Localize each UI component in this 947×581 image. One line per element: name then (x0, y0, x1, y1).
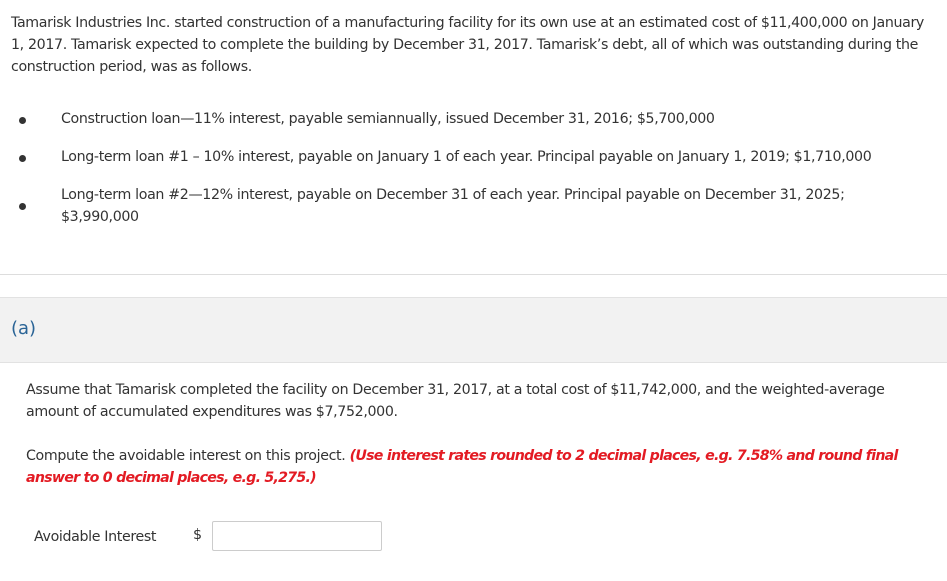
currency-symbol: $ (193, 527, 203, 543)
section-divider (0, 274, 947, 275)
answer-row (34, 521, 454, 553)
debt-item-long-term-loan-1 (0, 134, 881, 184)
bullet-icon (19, 117, 26, 124)
problem-intro: Tamarisk Industries Inc. started construction of a manufacturing facility for its own use at an estimated cost of $11,400,000 on January 1, 2017. Tamarisk expected to complete the building by December 31, 2017. Tamarisk’s debt, all of which was outstanding during the construction period, was as follows. (11, 15, 924, 75)
debt-list (0, 108, 947, 228)
part-header (0, 297, 947, 363)
bullet-icon (19, 203, 26, 210)
avoidable-interest-input[interactable] (212, 521, 382, 551)
debt-item-text: Construction loan—11% interest, payable semiannually, issued December 31, 2016; $5,700,000 (61, 111, 715, 127)
debt-item-construction-loan (0, 108, 881, 134)
assumption-text: Assume that Tamarisk completed the facility on December 31, 2017, at a total cost of $11,742,000, and the weighted-average amount of accumulated expenditures was $7,752,000. (26, 382, 885, 420)
answer-label: Avoidable Interest (34, 529, 157, 545)
rounding-instruction: (Use interest rates rounded to 2 decimal places, e.g. 7.58% and round final answer to 0 decimal places, e.g. 5,275.) (26, 448, 898, 486)
part-label: (a) (11, 318, 37, 339)
question-block (26, 445, 926, 489)
debt-item-text: Long-term loan #1 – 10% interest, payable on January 1 of each year. Principal payable on January 1, 2019; $1,710,000 (61, 149, 872, 165)
question-text: Compute the avoidable interest on this project. (26, 448, 346, 464)
debt-item-long-term-loan-2 (0, 184, 881, 228)
bullet-icon (19, 155, 26, 162)
debt-item-text: Long-term loan #2—12% interest, payable on December 31 of each year. Principal payable on December 31, 2025; $3,990,000 (61, 187, 845, 225)
